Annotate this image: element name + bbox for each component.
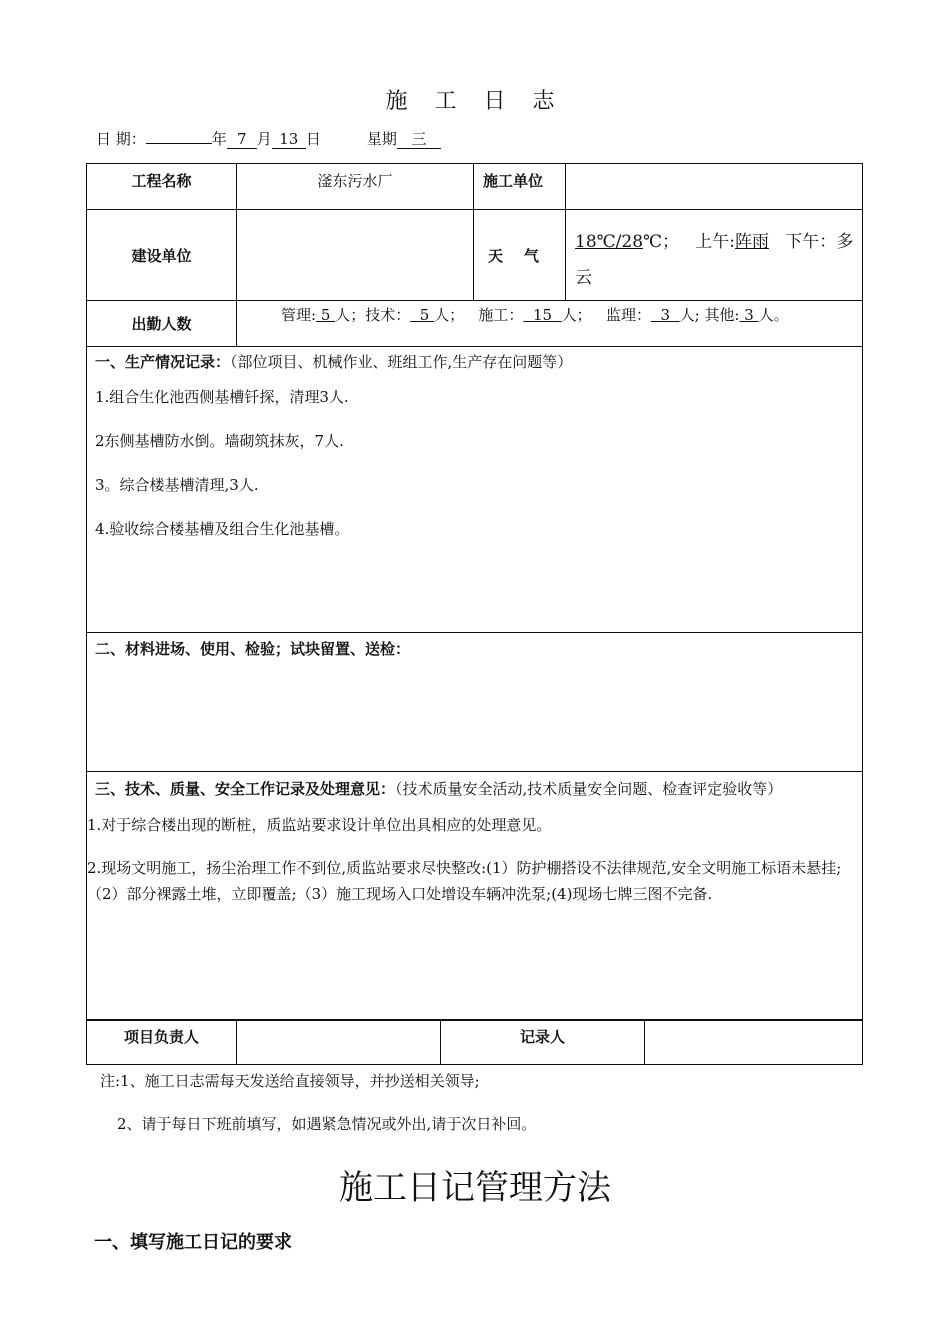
sup-label: 监理： [605, 306, 651, 324]
work-count: 15 [532, 306, 553, 324]
section2-cell [87, 633, 863, 772]
recorder-label: 记录人 [519, 1028, 565, 1046]
manager-label-cell [87, 1021, 237, 1065]
weekday-field: 三 [397, 130, 441, 149]
attendance-label-cell [87, 301, 237, 347]
work-unit: 人； [561, 306, 592, 324]
year-field [146, 143, 212, 144]
section1-heading-line [87, 347, 862, 373]
sup-unit: 人; 其他: [679, 306, 740, 324]
other-count: 3 [744, 306, 754, 324]
section3-heading-line [87, 772, 862, 802]
tech-count: 5 [419, 306, 430, 324]
diary-table [86, 163, 863, 1020]
attendance-label: 出勤人数 [131, 315, 192, 333]
recorder-value [645, 1021, 863, 1065]
weather-am-value: 阵雨 [735, 232, 769, 252]
section1-item: 4.验收综合楼基槽及组合生化池基槽。 [95, 520, 350, 538]
mgmt-label: 管理: [281, 306, 317, 324]
next-section-subtitle: 一、填写施工日记的要求 [94, 1232, 292, 1253]
date-line [96, 128, 441, 149]
section1-item: 1.组合生化池西侧基槽钎探，清理3人. [95, 388, 349, 406]
weather-pm-label: 下午： [785, 232, 837, 252]
section3-heading-note: （技术质量安全活动,技术质量安全问题、检查评定验收等） [395, 780, 783, 798]
weather-label: 天 气 [488, 246, 539, 265]
work-label: 施工： [478, 306, 524, 324]
project-name-value: 滏东污水厂 [317, 172, 393, 190]
weather-text [566, 210, 862, 296]
section1-item: 2东侧基槽防水倒。墙砌筑抹灰，7人. [95, 432, 344, 450]
note-1: 注:1、施工日志需每天发送给直接领导，并抄送相关领导; [100, 1072, 480, 1090]
tech-unit: 人； [434, 306, 465, 324]
section3-cell [87, 772, 863, 1020]
project-name-label: 工程名称 [131, 172, 192, 190]
weather-temp-tail: ℃； [643, 232, 680, 252]
signature-table [86, 1020, 863, 1065]
month-suffix: 月 [256, 130, 272, 148]
manager-label: 项目负责人 [123, 1028, 199, 1046]
day-field: 13 [272, 130, 306, 149]
section1-heading-note: （部位项目、机械作业、班组工作,生产存在问题等） [230, 353, 573, 371]
section1-item: 3。综合楼基槽清理,3人. [95, 476, 259, 494]
other-unit: 人。 [758, 306, 789, 324]
owner-unit-label-cell [87, 210, 237, 301]
weather-pm-value: 多云 [575, 232, 854, 288]
attendance-line [237, 301, 862, 325]
construction-unit-value [566, 164, 863, 210]
weather-value-cell [566, 210, 863, 301]
year-suffix: 年 [211, 130, 227, 148]
section2-heading: 二、材料进场、使用、检验；试块留置、送检： [95, 640, 411, 658]
section1-cell [87, 347, 863, 633]
mgmt-unit: 人 [335, 306, 351, 324]
owner-unit-label: 建设单位 [131, 246, 192, 265]
project-name-value-cell [237, 164, 474, 210]
recorder-label-cell [441, 1021, 645, 1065]
page-title: 施 工 日 志 [385, 89, 565, 114]
mgmt-count: 5 [320, 306, 331, 324]
sup-count: 3 [660, 306, 671, 324]
tech-label: ；技术： [350, 306, 411, 324]
section3-heading: 三、技术、质量、安全工作记录及处理意见： [95, 780, 396, 798]
date-label: 日 期： [96, 130, 146, 148]
note-2: 2、请于每日下班前填写，如遇紧急情况或外出,请于次日补回。 [117, 1115, 537, 1133]
weekday-label: 星期 [366, 130, 397, 148]
section1-heading: 一、生产情况记录： [95, 353, 231, 371]
construction-unit-label-cell [474, 164, 566, 210]
section1-list [87, 373, 862, 540]
next-section-title: 施工日记管理方法 [339, 1168, 611, 1208]
owner-unit-value [237, 210, 474, 301]
attendance-value-cell [237, 301, 863, 347]
month-field: 7 [227, 130, 257, 149]
weather-label-cell [474, 210, 566, 301]
project-name-label-cell [87, 164, 237, 210]
section3-item: 2.现场文明施工，扬尘治理工作不到位,质监站要求尽快整改:(1）防护棚搭设不法律规范,安全文明施工标语未悬挂;（2）部分裸露土堆，立即覆盖;（3）施工现场入口处增设车辆冲洗泵;(4)现场七牌三图不完备. [87, 859, 842, 903]
section3-list [87, 802, 862, 907]
section3-item: 1.对于综合楼出现的断桩，质监站要求设计单位出具相应的处理意见。 [87, 816, 552, 834]
weather-am-label: 上午: [695, 232, 735, 252]
day-suffix: 日 [305, 130, 321, 148]
manager-value [237, 1021, 441, 1065]
construction-unit-label: 施工单位 [483, 172, 544, 190]
weather-temp: 18℃/28 [575, 232, 644, 252]
